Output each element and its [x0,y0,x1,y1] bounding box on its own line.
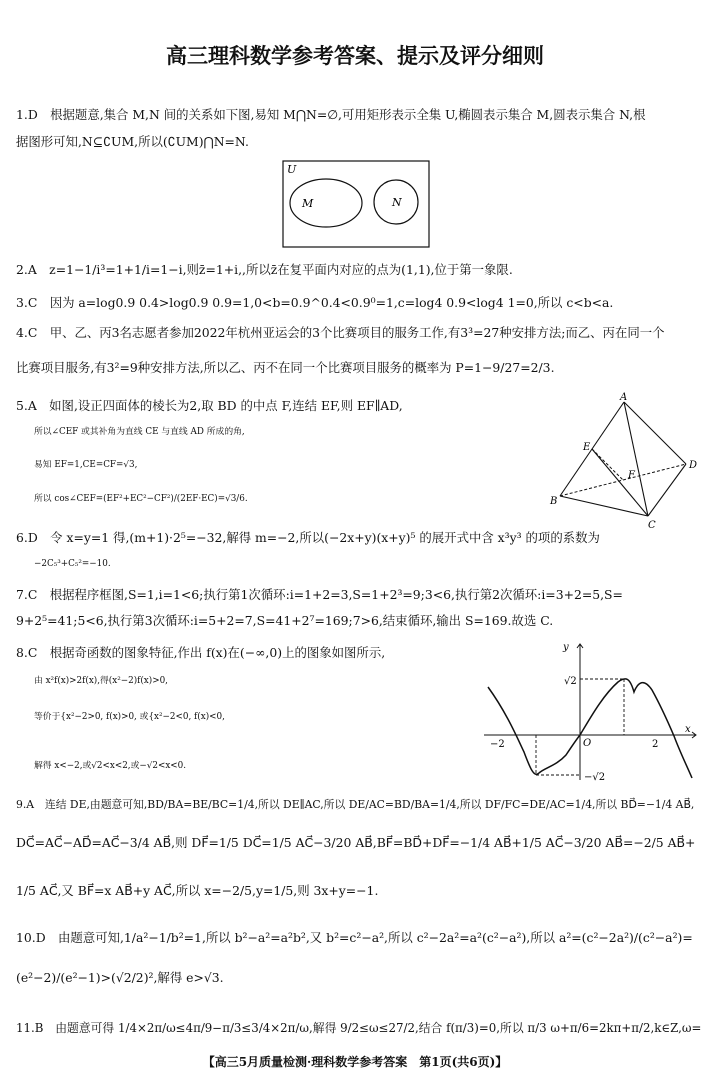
answer-9-line-2: DC⃗=AC⃗−AD⃗=AC⃗−3/4 AB⃗,则 DF⃗=1/5 DC⃗=1/5 AC⃗−3/20 AB⃗,BF⃗=BD⃗+DF⃗=−1/4 AB⃗+1/5 AC⃗−3/20 AB⃗=−2/5 AB⃗+ [16,835,696,850]
answer-10-line-1: 10.D 由题意可知,1/a²−1/b²=1,所以 b²−a²=a²b²,又 b²=c²−a²,所以 c²−2a²=a²(c²−a²),所以 a²=(c²−2a²)/(c²−a²)= [16,930,693,945]
function-curve [488,679,692,778]
answer-5-line-3: 易知 EF=1,CE=CF=√3, [34,460,138,470]
point-e-label: E [583,442,591,453]
tetrahedron-diagram [546,390,706,530]
answer-4-line-2: 比赛项目服务,有3²=9种安排方法,所以乙、丙不在同一个比赛项目服务的概率为 P=1−9/27=2/3. [16,360,555,375]
venn-label-m: M [302,197,314,210]
answer-7-line-2: 9+2⁵=41;5<6,执行第3次循环:i=5+2=7,S=41+2⁷=169;7>6,结束循环,输出 S=169.故选 C. [16,613,554,628]
answer-11-line-1: 11.B 由题意可得 1/4×2π/ω≤4π/9−π/3≤3/4×2π/ω,解得 9/2≤ω≤27/2,结合 f(π/3)=0,所以 π/3 ω+π/6=2kπ+π/2,k∈Z,ω= [16,1021,702,1035]
x-axis-label: x [685,724,691,735]
answer-5-line-2: 所以∠CEF 或其补角为直线 CE 与直线 AD 所成的角, [34,427,245,437]
tick-neg-sqrt2-label: −√2 [584,772,606,783]
answer-8-line-1: 8.C 根据奇函数的图象特征,作出 f(x)在(−∞,0)上的图象如图所示, [16,645,386,660]
answer-8-line-3: 等价于{x²−2>0, f(x)>0, 或{x²−2<0, f(x)<0, [34,712,225,722]
page-footer: 【高三5月质量检测·理科数学参考答案 第1页(共6页)】 [202,1055,508,1069]
vertex-b-label: B [550,496,558,507]
answer-2-line: 2.A z=1−1/i³=1+1/i=1−i,则z̄=1+i,,所以z̄在复平面内对应的点为(1,1),位于第一象限. [16,262,513,277]
answer-6-line-1: 6.D 令 x=y=1 得,(m+1)·2⁵=−32,解得 m=−2,所以(−2x+y)(x+y)⁵ 的展开式中含 x³y³ 的项的系数为 [16,530,600,545]
tick-neg2-label: −2 [490,739,505,750]
answer-5-line-1: 5.A 如图,设正四面体的棱长为2,取 BD 的中点 F,连结 EF,则 EF∥AD, [16,398,403,413]
point-f-label: F [628,470,635,481]
page-title: 高三理科数学参考答案、提示及评分细则 [166,44,544,68]
answer-3-line: 3.C 因为 a=log0.9 0.4>log0.9 0.9=1,0<b=0.9^0.4<0.9⁰=1,c=log4 0.9<log4 1=0,所以 c<b<a. [16,295,614,310]
answer-7-line-1: 7.C 根据程序框图,S=1,i=1<6;执行第1次循环:i=1+2=3,S=1+2³=9;3<6,执行第2次循环:i=3+2=5,S= [16,587,623,602]
vertex-a-label: A [620,392,628,403]
tick-pos2-label: 2 [652,739,659,750]
answer-5-line-4: 所以 cos∠CEF=(EF²+EC²−CF²)/(2EF·EC)=√3/6. [34,494,248,504]
function-graph [484,640,700,784]
set-m-ellipse [290,179,362,227]
answer-1-line-2: 据图形可知,N⊆∁UM,所以(∁UM)⋂N=N. [16,134,249,149]
vertex-c-label: C [648,520,656,530]
origin-label: O [583,738,592,749]
answer-8-line-2: 由 x²f(x)>2f(x),得(x²−2)f(x)>0, [34,676,168,686]
answer-8-line-4: 解得 x<−2,或√2<x<2,或−√2<x<0. [34,761,187,771]
answer-6-line-2: −2C₅³+C₅²=−10. [34,559,111,569]
tick-sqrt2-label: √2 [564,676,577,687]
y-axis-label: y [563,642,569,653]
answer-10-line-2: (e²−2)/(e²−1)>(√2/2)²,解得 e>√3. [16,970,224,985]
venn-diagram [282,160,430,250]
venn-label-n: N [392,196,402,209]
vertex-d-label: D [689,460,698,471]
venn-label-u: U [287,163,297,176]
answer-4-line-1: 4.C 甲、乙、丙3名志愿者参加2022年杭州亚运会的3个比赛项目的服务工作,有3³=27种安排方法;而乙、丙在同一个 [16,325,665,340]
answer-9-line-1: 9.A 连结 DE,由题意可知,BD/BA=BE/BC=1/4,所以 DE∥AC,所以 DE/AC=BD/BA=1/4,所以 DF/FC=DE/AC=1/4,所以 BD⃗=−1/4 AB⃗, [16,798,695,811]
answer-9-line-3: 1/5 AC⃗,又 BF⃗=x AB⃗+y AC⃗,所以 x=−2/5,y=1/5,则 3x+y=−1. [16,883,379,898]
answer-1-line-1: 1.D 根据题意,集合 M,N 间的关系如下图,易知 M⋂N=∅,可用矩形表示全集 U,椭圆表示集合 M,圆表示集合 N,根 [16,107,646,122]
